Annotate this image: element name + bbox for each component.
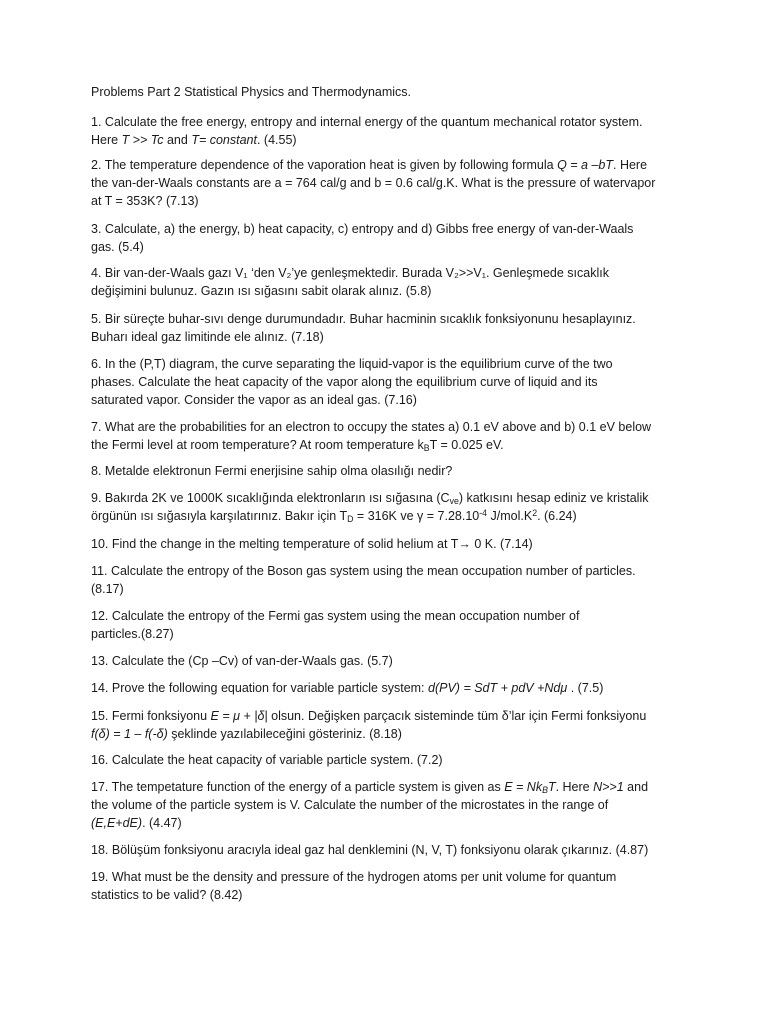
- problem-line: [91, 265, 691, 283]
- problem-text: The temperature dependence of the vaporation heat is given by following formula Q = a –bT. Here: [104, 158, 648, 172]
- problem-line: [91, 132, 691, 150]
- problem-line: [91, 437, 691, 455]
- problem-item: [91, 463, 691, 481]
- document-title: Problems Part 2 Statistical Physics and Thermodynamics.: [91, 85, 412, 99]
- problem-number: 14.: [91, 681, 109, 695]
- problem-item: [91, 356, 691, 409]
- problem-text: Calculate the free energy, entropy and internal energy of the quantum mechanical rotator system.: [104, 115, 643, 129]
- problem-text: Calculate the entropy of the Boson gas system using the mean occupation number of particles.: [110, 564, 636, 578]
- problem-line: [91, 536, 691, 554]
- problem-line: [91, 626, 691, 644]
- problem-text: statistics to be valid? (8.42): [91, 887, 243, 902]
- problem-item: [91, 680, 691, 698]
- problem-item: [91, 419, 691, 455]
- problem-text: What must be the density and pressure of the hydrogen atoms per unit volume for quantum: [111, 870, 617, 884]
- problem-line: [91, 680, 691, 698]
- problem-line: [91, 419, 691, 437]
- problem-item: [91, 653, 691, 671]
- problem-number: 11.: [91, 564, 108, 578]
- problem-text: örgünün ısı sığasıyla karşılatırınız. Bakır için $T_D = 316K$ ve $\gamma = 7.28.10^{-4}$ $J/mol.K^2$. (6.24): [91, 507, 577, 524]
- problem-line: [91, 193, 691, 211]
- problem-line: [91, 392, 691, 410]
- problem-text: Metalde elektronun Fermi enerjisine sahip olma olasılığı nedir?: [104, 464, 453, 478]
- problem-number: 16.: [91, 753, 109, 767]
- problem-text: phases. Calculate the heat capacity of the vapor along the equilibrium curve of liquid and its: [91, 374, 598, 389]
- problem-text: Calculate the entropy of the Fermi gas system using the mean occupation number of: [111, 609, 580, 623]
- problem-line: [91, 797, 691, 815]
- problem-line: [91, 842, 691, 860]
- problem-text: In the (P,T) diagram, the curve separating the liquid-vapor is the equilibrium curve of the two: [104, 357, 613, 371]
- problem-text: Here T >> Tc and T= constant. (4.55): [91, 132, 297, 147]
- problem-text: particles.(8.27): [91, 626, 174, 641]
- problem-item: [91, 311, 691, 347]
- problem-text: Prove the following equation for variable particle system: d(PV) = SdT + pdV +Ndμ . (7.5): [111, 681, 604, 695]
- problem-line: [91, 708, 691, 726]
- problem-line: [91, 175, 691, 193]
- problem-line: [91, 815, 691, 833]
- problem-text: Bir süreçte buhar-sıvı denge durumundadır. Buhar hacminin sıcaklık fonksiyonunu hesaplayınız.: [104, 312, 636, 326]
- problem-number: 15.: [91, 709, 109, 723]
- problem-line: [91, 114, 691, 132]
- problem-text: Find the change in the melting temperature of solid helium at T→ 0 K. (7.14): [111, 537, 533, 551]
- problem-text: the volume of the particle system is V. Calculate the number of the microstates in the range of: [91, 797, 609, 812]
- problem-text: Fermi fonksiyonu E = μ + |δ| olsun. Değişken parçacık sisteminde tüm δ’lar için Fermi fonksiyonu: [111, 709, 647, 723]
- problem-number: 7.: [91, 420, 102, 434]
- problem-number: 17.: [91, 780, 109, 794]
- problem-number: 2.: [91, 158, 102, 172]
- problem-text: Buharı ideal gaz limitinde ele alınız. (7.18): [91, 329, 324, 344]
- problem-text: saturated vapor. Consider the vapor as an ideal gas. (7.16): [91, 392, 417, 407]
- problem-line: [91, 869, 691, 887]
- problem-text: (E,E+dE). (4.47): [91, 815, 182, 830]
- problem-item: [91, 708, 691, 744]
- problem-item: [91, 265, 691, 301]
- problem-item: [91, 842, 691, 860]
- problem-text: the Fermi level at room temperature? At room temperature $k_BT = 0.025$ eV.: [91, 437, 504, 453]
- problem-text: the van-der-Waals constants are a = 764 cal/g and b = 0.6 cal/g.K. What is the pressure of watervapor: [91, 175, 656, 190]
- problem-number: 6.: [91, 357, 102, 371]
- problem-number: 8.: [91, 464, 102, 478]
- problem-item: [91, 490, 691, 526]
- problem-line: [91, 311, 691, 329]
- problem-line: [91, 463, 691, 481]
- problem-text: Bakırda 2K ve 1000K sıcaklığında elektronların ısı sığasına $(C_{ve})$ katkısını hesap ediniz ve kristalik: [104, 491, 649, 507]
- problem-line: [91, 374, 691, 392]
- problem-text: f(δ) = 1 – f(-δ) şeklinde yazılabileceğini gösteriniz. (8.18): [91, 726, 402, 741]
- problem-item: [91, 114, 691, 150]
- problem-line: [91, 490, 691, 508]
- problem-item: [91, 608, 691, 644]
- problem-number: 19.: [91, 870, 109, 884]
- problem-number: 9.: [91, 491, 102, 505]
- problem-text: Bölüşüm fonksiyonu aracıyla ideal gaz hal denklemini (N, V, T) fonksiyonu olarak çıkarınız. (4.87): [111, 843, 649, 857]
- problem-line: [91, 221, 691, 239]
- problem-number: 4.: [91, 266, 102, 280]
- problem-number: 1.: [91, 115, 102, 129]
- problem-line: [91, 653, 691, 671]
- problem-line: [91, 887, 691, 905]
- problem-text: at T = 353K? (7.13): [91, 193, 199, 208]
- problem-line: [91, 608, 691, 626]
- problem-line: [91, 508, 691, 526]
- problem-text: gas. (5.4): [91, 239, 144, 254]
- problem-line: [91, 356, 691, 374]
- problem-text: Calculate the (Cp –Cv) of van-der-Waals gas. (5.7): [111, 654, 393, 668]
- problem-number: 18.: [91, 843, 109, 857]
- problem-item: [91, 869, 691, 905]
- problem-number: 13.: [91, 654, 109, 668]
- problem-text: Calculate the heat capacity of variable particle system. (7.2): [111, 753, 443, 767]
- problem-line: [91, 752, 691, 770]
- problem-line: [91, 239, 691, 257]
- problem-text: Bir van-der-Waals gazı V₁ ‘den V₂’ye genleşmektedir. Burada V₂>>V₁. Genleşmede sıcaklık: [104, 266, 609, 280]
- problem-item: [91, 779, 691, 832]
- problem-number: 12.: [91, 609, 109, 623]
- problem-line: [91, 283, 691, 301]
- problem-line: [91, 779, 691, 797]
- problem-number: 5.: [91, 312, 102, 326]
- problem-text: Calculate, a) the energy, b) heat capacity, c) entropy and d) Gibbs free energy of van-der-Waals: [104, 222, 634, 236]
- problem-line: [91, 581, 691, 599]
- problem-item: [91, 563, 691, 599]
- problem-item: [91, 752, 691, 770]
- problem-line: [91, 329, 691, 347]
- problem-line: [91, 726, 691, 744]
- problem-item: [91, 536, 691, 554]
- problem-number: 3.: [91, 222, 102, 236]
- problem-number: 10.: [91, 537, 109, 551]
- problem-line: [91, 563, 691, 581]
- problem-text: (8.17): [91, 581, 124, 596]
- problem-text: What are the probabilities for an electron to occupy the states a) 0.1 eV above and b) 0.1 eV below: [104, 420, 652, 434]
- problem-text: değişimini bulunuz. Gazın ısı sığasını sabit olarak alınız. (5.8): [91, 283, 432, 298]
- problem-line: [91, 157, 691, 175]
- problem-text: The tempetature function of the energy of a particle system is given as $E = Nk_BT$. Here N>>1 and: [111, 780, 649, 796]
- problem-item: [91, 157, 691, 210]
- problem-item: [91, 221, 691, 257]
